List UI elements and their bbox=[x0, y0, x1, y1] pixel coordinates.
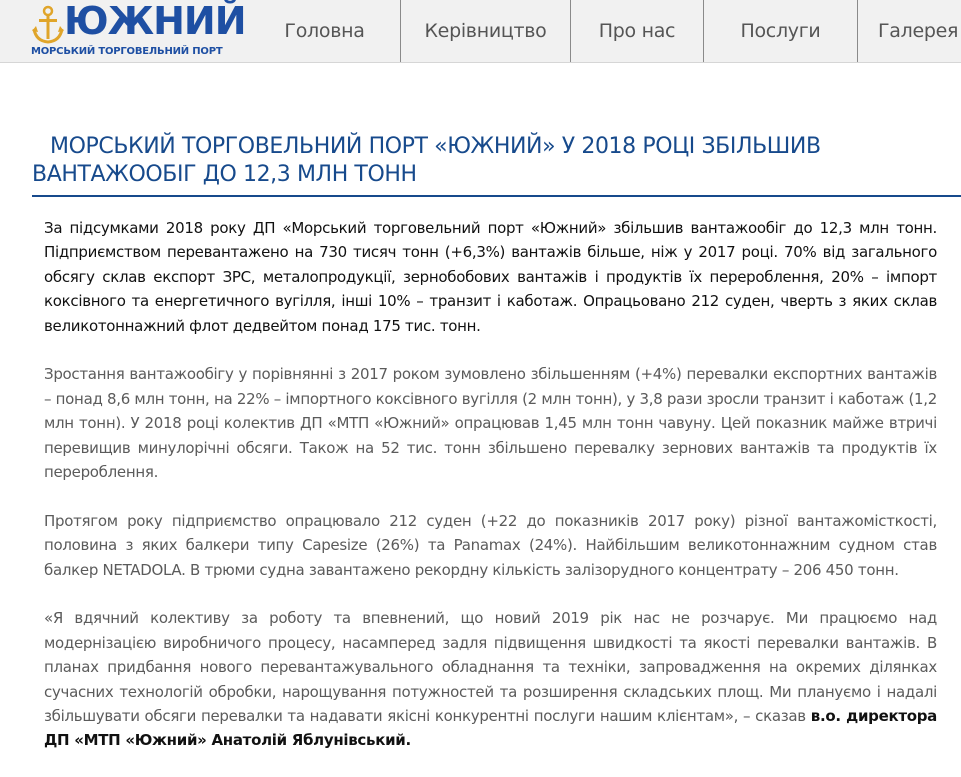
nav-item-management[interactable]: Керівництво bbox=[401, 0, 571, 62]
article-quote-paragraph bbox=[44, 606, 937, 752]
anchor-icon bbox=[31, 5, 65, 45]
nav-item-services[interactable]: Послуги bbox=[704, 0, 858, 62]
nav-item-home[interactable]: Головна bbox=[249, 0, 401, 62]
nav-item-about[interactable]: Про нас bbox=[571, 0, 704, 62]
site-logo[interactable] bbox=[0, 0, 249, 62]
article-lead-paragraph: За підсумками 2018 року ДП «Морський торговельний порт «Южний» збільшив вантажообіг до 12,3 млн тонн. Підприємством перевантажено на 730 тисяч тонн (+6,3%) вантажів більше, ніж у 2017 році. 70% від загального обсягу склав експорт ЗРС, металопродукції, зернобобових вантажів і продуктів їх перероблення, 20% – імпорт коксівного та енергетичного вугілля, інші 10% – транзит і каботаж. Опрацьовано 212 суден, чверть з яких склав великотоннажний флот дедвейтом понад 175 тис. тонн. bbox=[44, 219, 937, 335]
article-body bbox=[44, 216, 937, 777]
main-menu bbox=[249, 0, 961, 62]
quote-text: «Я вдячний колективу за роботу та впевнений, що новий 2019 рік нас не розчарує. Ми працюємо над модернізацією виробничого процесу, насамперед задля підвищення швидкості та якості перевалки вантажів. В планах придбання нового перевантажувального обладнання та техніки, запровадження на окремих ділянках сучасних технологій обробки, нарощування потужностей та розширення складських площ. Ми плануємо і надалі збільшувати обсяги перевалки та надавати якісні конкурентні послуги нашим клієнтам», – сказав bbox=[44, 609, 937, 726]
logo-wordmark: ЮЖНИЙ bbox=[64, 0, 246, 43]
article-paragraph: Зростання вантажообігу у порівнянні з 2017 роком зумовлено збільшенням (+4%) перевалки експортних вантажів – понад 8,6 млн тонн, на 22% – імпортного коксівного вугілля (2 млн тонн), у 3,8 рази зросли транзит і каботаж (1,2 млн тонн). У 2018 році колектив ДП «МТП «Южний» опрацював 1,45 млн тонн чавуну. Цей показник майже втричі перевищив минулорічні обсяги. Також на 52 тис. тонн збільшено перевалку зернових вантажів та продуктів їх перероблення. bbox=[44, 365, 937, 482]
title-divider bbox=[32, 195, 961, 197]
nav-item-gallery[interactable]: Галерея bbox=[878, 20, 959, 42]
article-title: МОРСЬКИЙ ТОРГОВЕЛЬНИЙ ПОРТ «ЮЖНИЙ» У 2018 РОЦІ ЗБІЛЬШИВ ВАНТАЖООБІГ ДО 12,3 МЛН ТОНН bbox=[32, 134, 821, 187]
logo-subtitle: МОРСЬКИЙ ТОРГОВЕЛЬНИЙ ПОРТ bbox=[31, 46, 223, 57]
article-paragraph: Протягом року підприємство опрацювало 212 суден (+22 до показників 2017 року) різної вантажомісткості, половина з яких балкери типу Capesize (26%) та Panamax (24%). Найбільшим великотоннажним судном став балкер NETADOLA. В трюми судна завантажено рекордну кількість залізорудного концентрату – 206 450 тонн. bbox=[44, 511, 937, 579]
top-navigation-bar bbox=[0, 0, 961, 63]
quote-attribution: в.о. директора ДП «МТП «Южний» Анатолій Яблунівський. bbox=[44, 707, 938, 750]
